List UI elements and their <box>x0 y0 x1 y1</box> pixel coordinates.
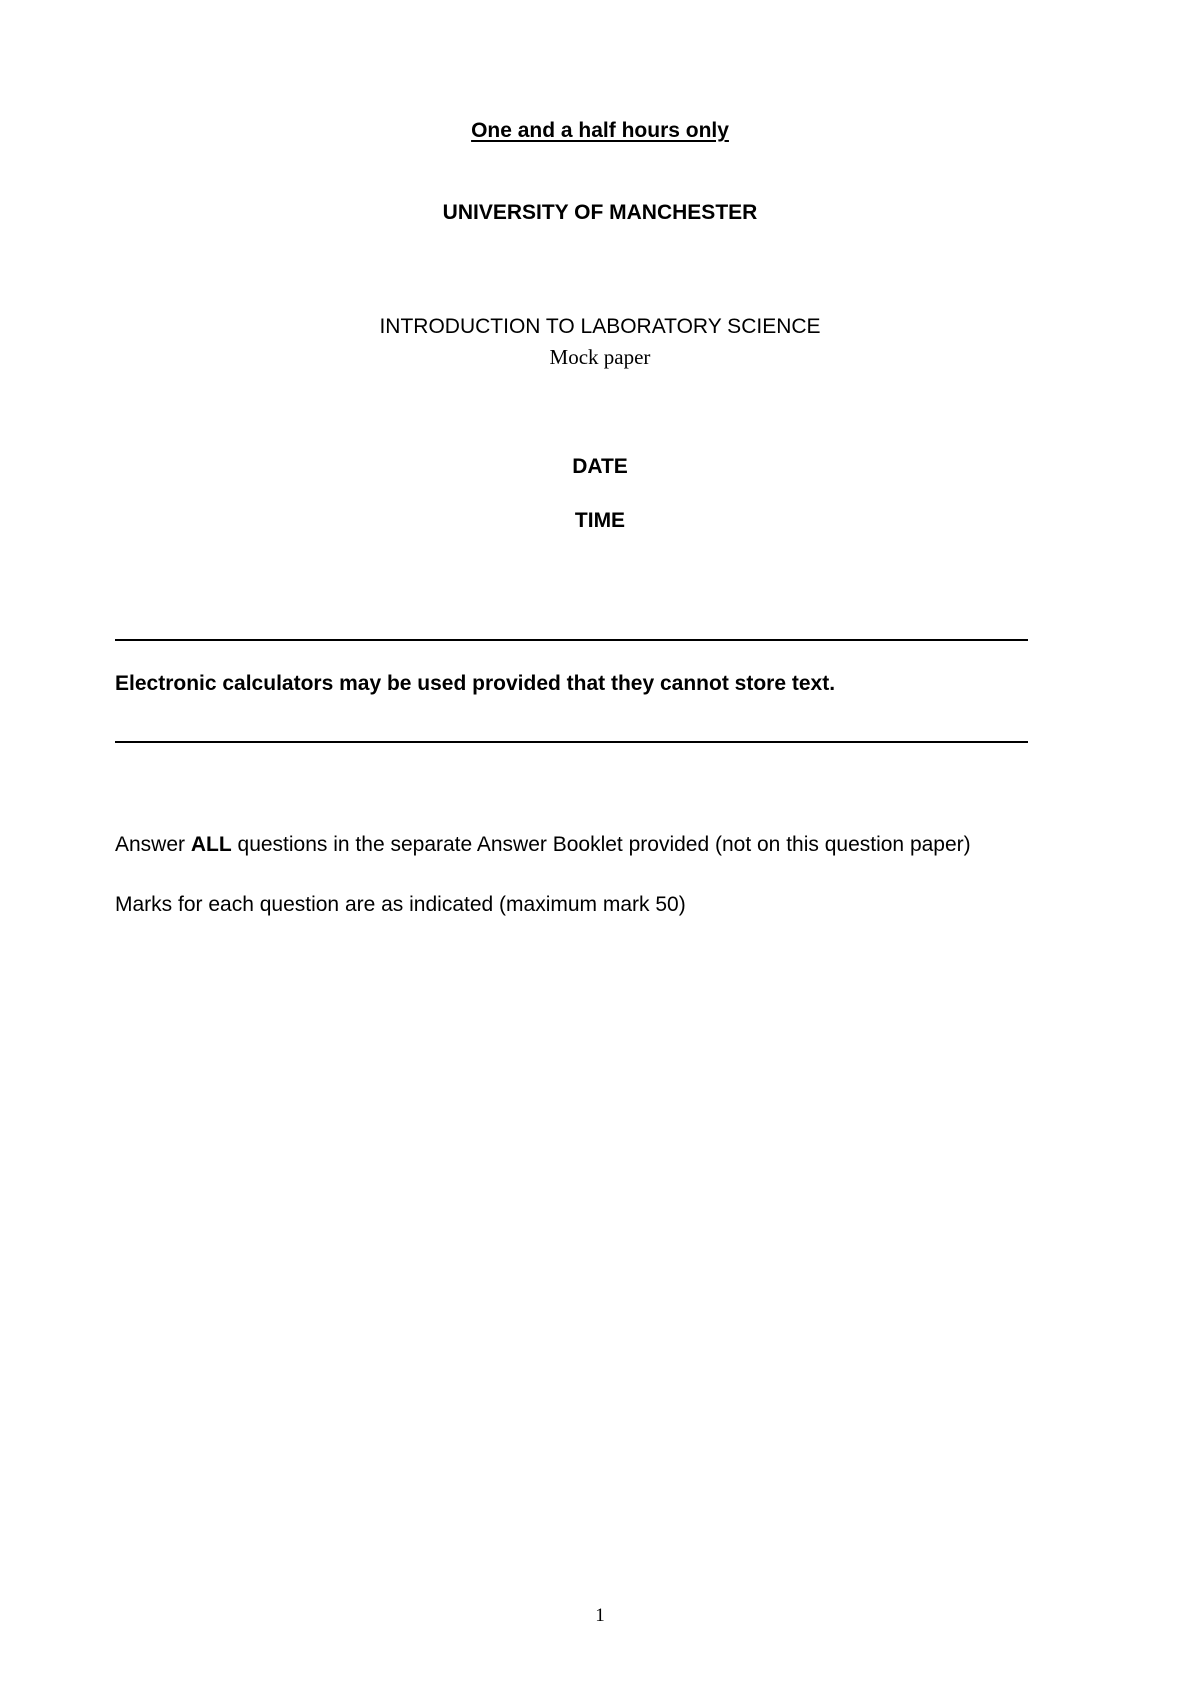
divider-bottom <box>115 741 1028 743</box>
time-label: TIME <box>574 509 626 532</box>
answer-instruction-suffix: questions in the separate Answer Booklet provided (not on this question paper) <box>231 833 971 856</box>
page-number: 1 <box>595 1605 605 1626</box>
answer-instruction-prefix: Answer <box>115 833 191 856</box>
answer-instruction-emphasis: ALL <box>190 833 232 856</box>
paper-type: Mock paper <box>549 345 651 369</box>
calculator-note: Electronic calculators may be used provided that they cannot store text. <box>115 672 836 695</box>
marks-instruction: Marks for each question are as indicated (maximum mark 50) <box>115 893 686 916</box>
date-label: DATE <box>572 455 628 478</box>
answer-instruction <box>115 832 971 858</box>
exam-duration: One and a half hours only <box>471 119 729 142</box>
university-name: UNIVERSITY OF MANCHESTER <box>442 201 758 224</box>
divider-top <box>115 639 1028 641</box>
course-title: INTRODUCTION TO LABORATORY SCIENCE <box>379 315 821 338</box>
